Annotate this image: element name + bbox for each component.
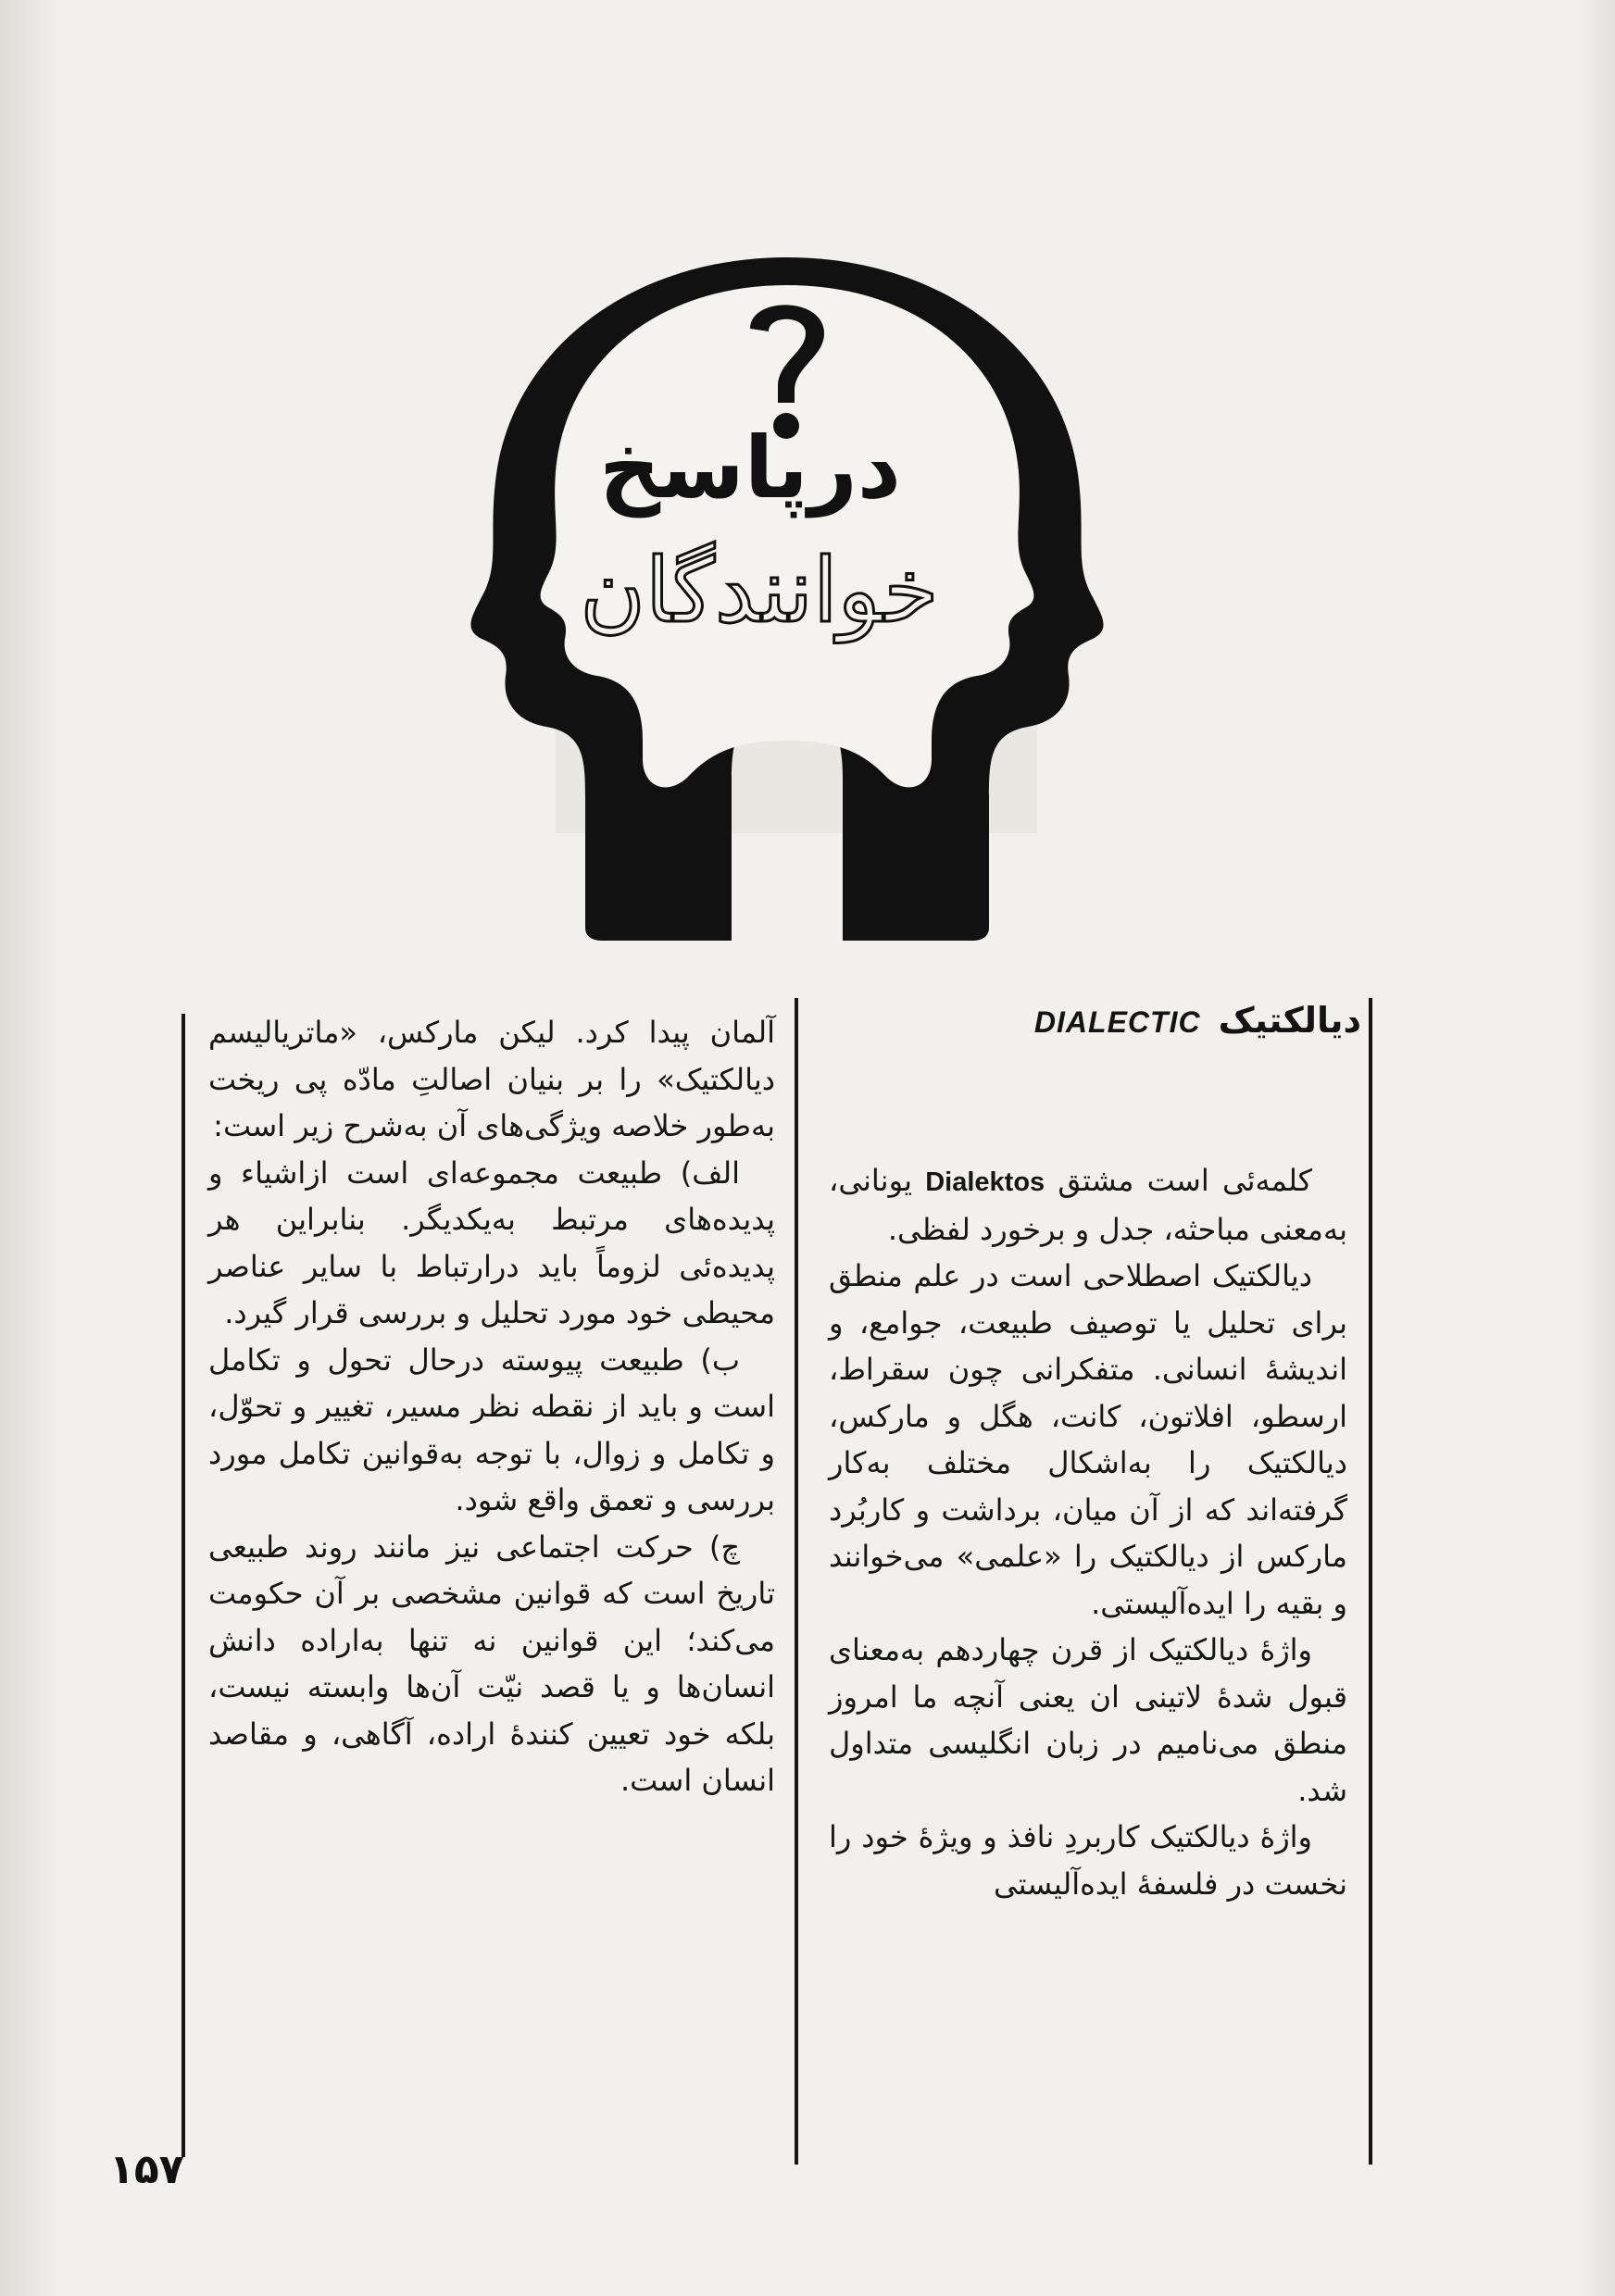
latin-term: Dialektos: [925, 1167, 1045, 1197]
section-title: درپاسخ: [598, 418, 902, 518]
page-edge-left: [0, 0, 59, 2296]
paragraph: آلمان پیدا کرد. لیکن مارکس، «ماتریالیسم دیالکتیک» را بر بنیان اصالتِ مادّه پی ریخت به‌طور خلاصه ویژگی‌های آن به‌شرح زیر است:: [208, 1015, 775, 1143]
column-rule-middle: [795, 998, 798, 2165]
paragraph: دیالکتیک اصطلاحی است در علم منطق برای تحلیل یا توصیف طبیعت، جوامع، و اندیشهٔ انسانی. متفکرانی چون سقراط، ارسطو، افلاتون، کانت، هگل و مارکس، دیالکتیک را به‌اشکال مختلف به‌کار گرفته‌اند که از آن میان، برداشت و کاربُرد مارکس از دیالکتیک را «علمی» می‌خوانند و بقیه را ایده‌آلیستی.: [829, 1258, 1347, 1621]
article-heading-persian: دیالکتیک: [1218, 1000, 1361, 1041]
paragraph: واژهٔ دیالکتیک از قرن چهاردهم به‌معنای قبول شدهٔ لاتینی ان یعنی آنچه ما امروز منطق می‌نامیم در زبان انگلیسی متداول شد.: [829, 1632, 1347, 1808]
list-item: الف) طبیعت مجموعه‌ای است ازاشیاء و پدیده‌های مرتبط به‌یکدیگر. بنابراین هر پدیده‌ئی لزوماً باید درارتباط با سایر عناصر محیطی خود مورد تحلیل و بررسی قرار گیرد.: [208, 1154, 775, 1330]
paragraph: واژهٔ دیالکتیک کاربردِ نافذ و ویژهٔ خود را نخست در فلسفهٔ ایده‌آلیستی: [829, 1819, 1347, 1902]
article-heading: [963, 1000, 1361, 1041]
text-column-right: [829, 1157, 1347, 1907]
page-number: ۱۵۷: [109, 2146, 184, 2193]
column-rule-right: [1369, 998, 1372, 2165]
list-item: چ) حرکت اجتماعی نیز مانند روند طبیعی تاریخ است که قوانین مشخصی بر آن حکومت می‌کند؛ این قوانین نه تنها به‌اراده دانش انسان‌ها و یا قصد نیّت آن‌ها وابسته نیست، بلکه خود تعیین کنندهٔ اراده، آگاهی، و مقاصد انسان است.: [208, 1529, 775, 1798]
section-subtitle: خوانندگان: [580, 539, 939, 643]
article-heading-english: DIALECTIC: [1033, 1005, 1201, 1039]
list-item: ب) طبیعت پیوسته درحال تحول و تکامل است و باید از نقطه نظر مسیر، تغییر و تحوّل، و تکامل و زوال، با توجه به‌قوانین تکامل مورد بررسی و تعمق واقع شود.: [208, 1341, 775, 1517]
text-column-left: [208, 1009, 775, 1804]
paragraph: کلمه‌ئی است مشتق Dialektos یونانی، به‌معنی مباحثه، جدل و برخورد لفظی.: [829, 1163, 1347, 1247]
page-edge-right: [1578, 0, 1615, 2296]
column-rule-left: [182, 1014, 185, 2157]
